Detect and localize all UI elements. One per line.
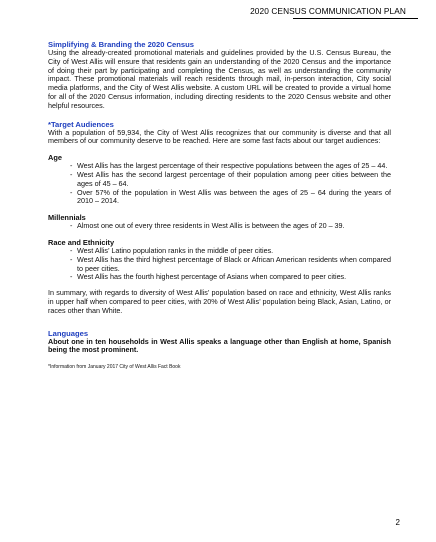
millennials-list xyxy=(48,222,391,231)
target-audiences-heading: *Target Audiences xyxy=(48,119,114,129)
branding-paragraph: Using the already-created promotional materials and guidelines provided by the U.S. Census Bureau, the City of West Allis will ensure that residents gain an understanding of the 2020 Census and the importance of doing their part by participating and completing the Census, as well as understanding the community impact. These promotional materials will reach residents through mail, in-person interaction, City social media platforms, and the City of West Allis website. A custom URL will be created to provide a virtual home for all of the 2020 Census information, including directing residents to the 2020 Census website and other helpful resources. xyxy=(48,48,391,110)
header-rule xyxy=(293,18,418,19)
document-body xyxy=(48,40,391,370)
page-number: 2 xyxy=(395,518,400,527)
list-item: - West Allis has the third highest percentage of Black or African American residents when compared to peer cities. xyxy=(70,256,391,274)
footnote: *Information from January 2017 City of West Allis Fact Book xyxy=(48,364,181,371)
age-heading: Age xyxy=(48,153,62,163)
millennials-heading: Millennials xyxy=(48,213,86,223)
page-header-title: 2020 CENSUS COMMUNICATION PLAN xyxy=(250,6,406,16)
languages-paragraph: About one in ten households in West Allis speaks a language other than English at home, Spanish being the most prominent. xyxy=(48,336,391,355)
summary-paragraph: In summary, with regards to diversity of West Allis’ population based on race and ethnicity, West Allis ranks in upper half when compared to peer cities, with 20% of West Allis’ population being Black, Asian, Latino, or races other than White. xyxy=(48,288,391,315)
age-list xyxy=(48,162,391,206)
list-item: - Almost one out of every three residents in West Allis is between the ages of 20 – 39. xyxy=(70,222,391,231)
list-item: - West Allis’ Latino population ranks in the middle of peer cities. xyxy=(70,247,391,256)
list-item: - West Allis has the second largest percentage of their population among peer cities between the ages of 45 – 64. xyxy=(70,171,391,189)
list-item: - West Allis has the largest percentage of their respective populations between the ages of 25 – 44. xyxy=(70,162,391,171)
race-ethnicity-heading: Race and Ethnicity xyxy=(48,237,115,247)
target-audiences-paragraph: With a population of 59,934, the City of West Allis recognizes that our community is diverse and that all members of our community deserve to be reached. Here are some fast facts about our target audiences: xyxy=(48,127,391,146)
list-item: - West Allis has the fourth highest percentage of Asians when compared to peer cities. xyxy=(70,273,391,282)
list-item: - Over 57% of the population in West Allis was between the ages of 25 – 64 during the years of 2010 – 2014. xyxy=(70,189,391,207)
languages-heading: Languages xyxy=(48,328,89,338)
branding-heading: Simplifying & Branding the 2020 Census xyxy=(48,40,194,49)
race-ethnicity-list xyxy=(48,247,391,282)
